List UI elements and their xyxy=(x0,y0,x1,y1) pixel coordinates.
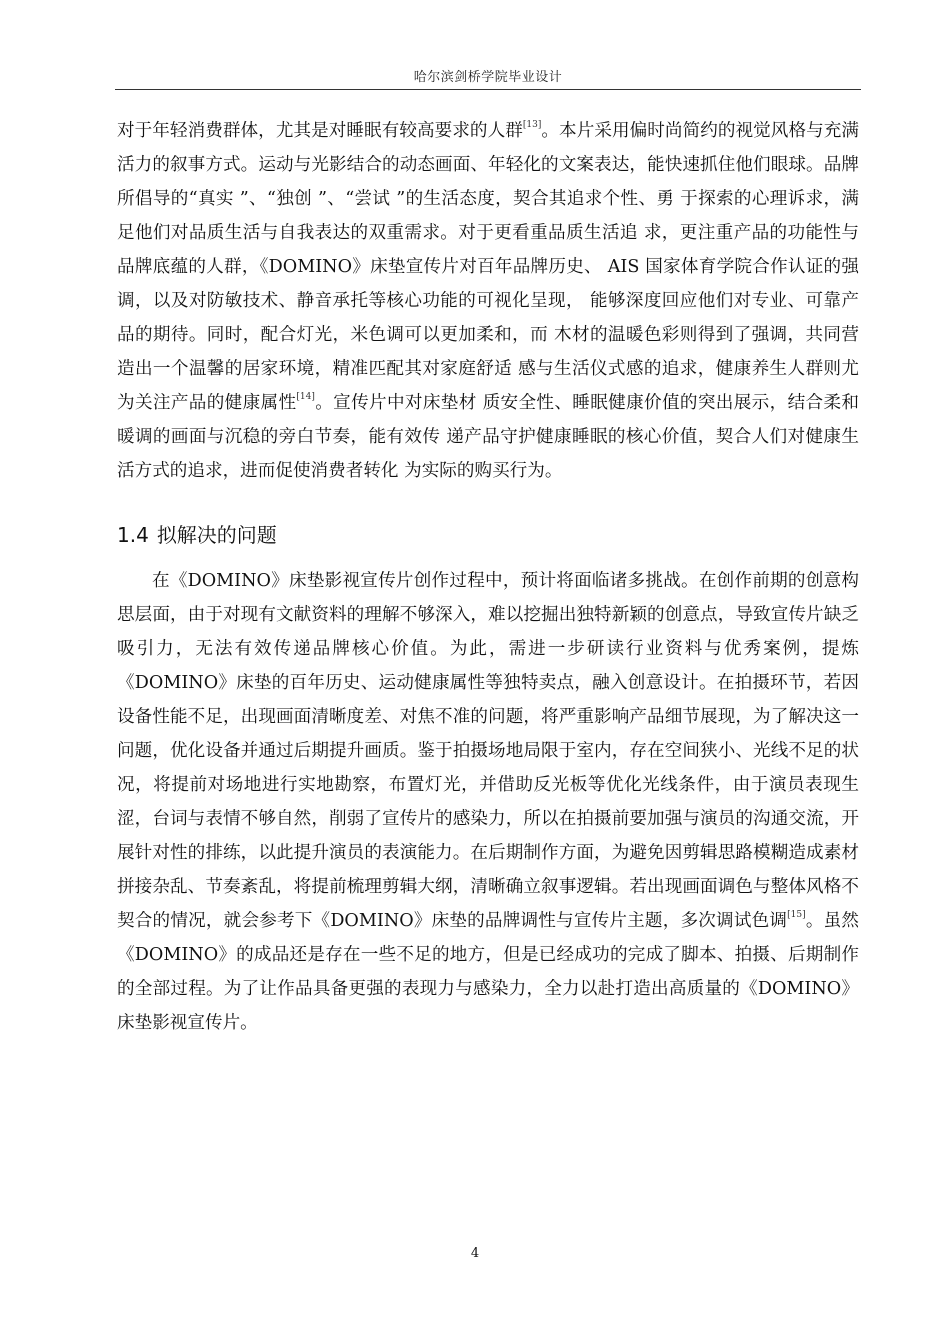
section-number: 1.4 xyxy=(117,523,149,547)
paragraph-1-text-a: 对于年轻消费群体，尤其是对睡眠有较高要求的人群 xyxy=(117,121,523,141)
citation-15[interactable]: [15] xyxy=(787,910,806,920)
section-title: 拟解决的问题 xyxy=(156,523,277,547)
citation-14[interactable]: [14] xyxy=(296,392,315,402)
paragraph-2-text-b: 。虽然《DOMINO》的成品还是存在一些不足的地方，但是已经成功的完成了脚本、拍摄、后期制作的全部过程。为了让作品具备更强的表现力与感染力，全力以赴打造出高质量的《DOMINO》床垫影视宣传片。 xyxy=(117,911,859,1033)
paragraph-1-text-b: 。本片采用偏时尚简约的视觉风格与充满活力的叙事方式。运动与光影结合的动态画面、年轻化的文案表达，能快速抓住他们眼球。品牌所倡导的“真实 ”、“独创 ”、“尝试 ”的生活态度，契合其追求个性、勇 于探索的心理诉求，满足他们对品质生活与自我表达的双重需求。对于更看重品质生活追 求，更注重产品的功能性与品牌底蕴的人群，《DOMINO》床垫宣传片对百年品牌历史、 AIS 国家体育学院合作认证的强调，以及对防敏技术、静音承托等核心功能的可视化呈现， 能够深度回应他们对专业、可靠产品的期待。同时，配合灯光，米色调可以更加柔和，而 木材的温暖色彩则得到了强调，共同营造出一个温馨的居家环境，精准匹配其对家庭舒适 感与生活仪式感的追求，健康养生人群则尤为关注产品的健康属性 xyxy=(117,121,859,413)
paragraph-2-text-a: 在《DOMINO》床垫影视宣传片创作过程中，预计将面临诸多挑战。在创作前期的创意构思层面，由于对现有文献资料的理解不够深入，难以挖掘出独特新颖的创意点，导致宣传片缺乏吸引力，无法有效传递品牌核心价值。为此，需进一步研读行业资料与优秀案例，提炼《DOMINO》床垫的百年历史、运动健康属性等独特卖点，融入创意设计。在拍摄环节，若因设备性能不足，出现画面清晰度差、对焦不准的问题，将严重影响产品细节展现，为了解决这一问题，优化设备并通过后期提升画质。鉴于拍摄场地局限于室内，存在空间狭小、光线不足的状况，将提前对场地进行实地勘察，布置灯光，并借助反光板等优化光线条件，由于演员表现生涩，台词与表情不够自然，削弱了宣传片的感染力，所以在拍摄前要加强与演员的沟通交流，开展针对性的排练，以此提升演员的表演能力。在后期制作方面，为避免因剪辑思路模糊造成素材拼接杂乱、节奏紊乱，将提前梳理剪辑大纲，清晰确立叙事逻辑。若出现画面调色与整体风格不契合的情况，就会参考下《DOMINO》床垫的品牌调性与宣传片主题，多次调试色调 xyxy=(117,571,859,931)
paragraph-1-text-c: 。宣传片中对床垫材 质安全性、睡眠健康价值的突出展示，结合柔和暖调的画面与沉稳的旁白节奏，能有效传 递产品守护健康睡眠的核心价值，契合人们对健康生活方式的追求，进而促使消费者转化 为实际的购买行为。 xyxy=(117,393,859,481)
header-divider xyxy=(115,89,861,90)
running-header: 哈尔滨剑桥学院毕业设计 xyxy=(413,70,563,85)
section-heading xyxy=(117,518,277,552)
body-paragraph-1 xyxy=(117,114,859,488)
page-number: 4 xyxy=(470,1246,480,1261)
citation-13[interactable]: [13] xyxy=(522,120,542,130)
body-paragraph-2 xyxy=(117,564,859,1040)
